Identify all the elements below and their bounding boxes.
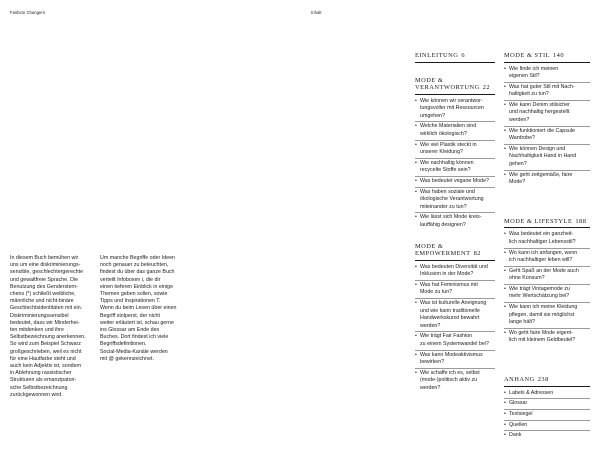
toc-item[interactable]: • Wie finde ich meinen eigenen Stil? <box>504 65 590 83</box>
toc-item[interactable]: • Wie trägt Vintagemode zu mehr Wertschätzung bei? <box>504 285 590 303</box>
toc-item[interactable]: • Wie trägt Fair Fashion zu einem Systemwandel bei? <box>415 332 495 350</box>
section-title: MODE & VERANTWORTUNG <box>415 76 480 92</box>
toc-item[interactable]: • Geht Spaß an der Mode auch ohne Konsum? <box>504 267 590 285</box>
intro-column-1 <box>10 255 94 399</box>
toc-column-1 <box>415 52 495 403</box>
toc-item[interactable]: • Quellen <box>504 421 590 432</box>
section-page-number: 140 <box>552 52 565 59</box>
running-head-right: Inhalt <box>311 10 322 15</box>
toc-section-heading[interactable] <box>504 52 590 63</box>
toc-item[interactable]: • Was bedeuten Diversität und Inklusion in der Mode? <box>415 263 495 281</box>
toc-section-heading[interactable] <box>415 52 495 63</box>
toc-section-anhang <box>504 376 590 441</box>
intro-column-2 <box>100 255 184 363</box>
toc-item[interactable]: • Was ist kulturelle Aneignung und wie kann traditionelle Handwerkskunst bewahrt werden? <box>415 299 495 332</box>
toc-item[interactable]: • Textsiegel <box>504 410 590 421</box>
section-title: MODE & STIL <box>504 52 550 59</box>
toc-item[interactable]: • Wie kann Denim stilsicher und nachhaltig hergestellt werden? <box>504 101 590 127</box>
section-page-number: 82 <box>473 250 481 258</box>
section-page-number: 22 <box>482 84 491 92</box>
toc-item[interactable]: • Was kann Modeaktivismus bewirken? <box>415 351 495 369</box>
intro-paragraph-2: Um manche Begriffe oder Ideen noch genauer zu beleuchten, findest du über das ganze Buch verteilt Infoboxen i, die dir einen tieferen Einblick in einige Themen geben sollen, sowie Tipps und Inspirationen T. Wenn du beim Lesen über einen Begriff stolperst, der nicht weiter erläutert ist, schau gerne ins Glossar am Ende des Buches. Dort findest ich viele Begriffsdefinitionen. Social-Media-Kanäle werden mit @ gekennzeichnet. <box>100 255 177 362</box>
toc-item[interactable]: • Wo kann ich anfangen, wenn ich nachhaltiger leben will? <box>504 249 590 267</box>
section-title: EINLEITUNG <box>415 52 459 59</box>
toc-item[interactable]: • Was hat guter Stil mit Nach- haltigkeit zu tun? <box>504 83 590 101</box>
toc-item[interactable]: • Wie können wir verantwor- tungsvoller mit Ressourcen umgehen? <box>415 97 495 123</box>
toc-section-heading[interactable] <box>504 218 590 229</box>
section-title: MODE & EMPOWERMENT <box>415 242 471 258</box>
section-page-number: 188 <box>575 217 587 225</box>
running-head-left: Fashion Changers <box>10 10 46 15</box>
toc-item[interactable]: • Welche Materialien sind wirklich ökologisch? <box>415 122 495 140</box>
section-title: MODE & LIFESTYLE <box>504 217 573 225</box>
toc-item[interactable]: • Wie lässt sich Mode kreis- lauffähig designen? <box>415 213 495 230</box>
toc-section-einleitung <box>415 52 495 63</box>
section-page-number: 238 <box>537 375 549 383</box>
section-title: ANHANG <box>504 375 535 383</box>
toc-item[interactable]: • Was bedeutet vegane Mode? <box>415 177 495 188</box>
toc-section-heading[interactable] <box>415 243 495 261</box>
toc-item[interactable]: • Wo geht faire Mode eigent- lich mit kleinem Geldbeutel? <box>504 329 590 346</box>
toc-item[interactable]: • Labels & Adressen <box>504 389 590 400</box>
section-page-number: 6 <box>461 52 466 59</box>
intro-paragraph-1: In diesem Buch bemühen wir uns um eine diskriminierungs- sensible, geschlechtergerechte und gewaltfreie Sprache. Die Benutzung des Genderstern- chens (*) schließt weibliche, männliche und nicht-binäre Geschlechtsidentitäten mit ein. Diskriminierungssensibel bedeutet, dass wir Minderhei- ten mitdenken und ihre Selbstbezeichnung anerkennen. So wird zum Beispiel Schwarz großgeschrieben, weil es nicht für eine Hautfarbe steht und auch kein Adjektiv ist, sondern in Ablehnung rassistischer Strukturen als emanzipatori- sche Selbstbezeichnung zurückgewonnen wird. <box>10 255 86 398</box>
toc-item[interactable]: • Was bedeutet ein ganzheit- lich nachhaltiger Lebensstil? <box>504 230 590 248</box>
toc-item[interactable]: • Wie funktioniert die Capsule Wardrobe? <box>504 127 590 145</box>
toc-section-empowerment <box>415 243 495 394</box>
toc-item[interactable]: • Was hat Feminismus mit Mode zu tun? <box>415 281 495 299</box>
toc-section-heading[interactable] <box>415 77 495 95</box>
toc-section-heading[interactable] <box>504 376 590 387</box>
toc-section-lifestyle <box>504 218 590 346</box>
toc-section-stil <box>504 52 590 188</box>
toc-section-verantwortung <box>415 77 495 231</box>
toc-item[interactable]: • Wie schaffe ich es, selbst (mode-)politisch aktiv zu werden? <box>415 369 495 394</box>
toc-item[interactable]: • Wie können Design und Nachhaltigkeit Hand in Hand gehen? <box>504 145 590 171</box>
toc-item[interactable]: • Wie nachhaltig können recycelte Stoffe sein? <box>415 159 495 177</box>
toc-item[interactable]: • Glossar <box>504 399 590 410</box>
right-page <box>300 0 600 439</box>
toc-item[interactable]: • Was haben soziale und ökologische Verantwortung miteinander zu tun? <box>415 188 495 214</box>
toc-item[interactable]: • Dank <box>504 431 590 441</box>
toc-column-2 <box>504 52 590 451</box>
toc-item[interactable]: • Wie geht zeitgemäße, faire Mode? <box>504 171 590 188</box>
toc-item[interactable]: • Wie kann ich meine Kleidung pflegen, damit sie möglichst lange hält? <box>504 303 590 329</box>
left-page <box>0 0 300 435</box>
toc-item[interactable]: • Wie viel Plastik steckt in unserer Kleidung? <box>415 141 495 159</box>
